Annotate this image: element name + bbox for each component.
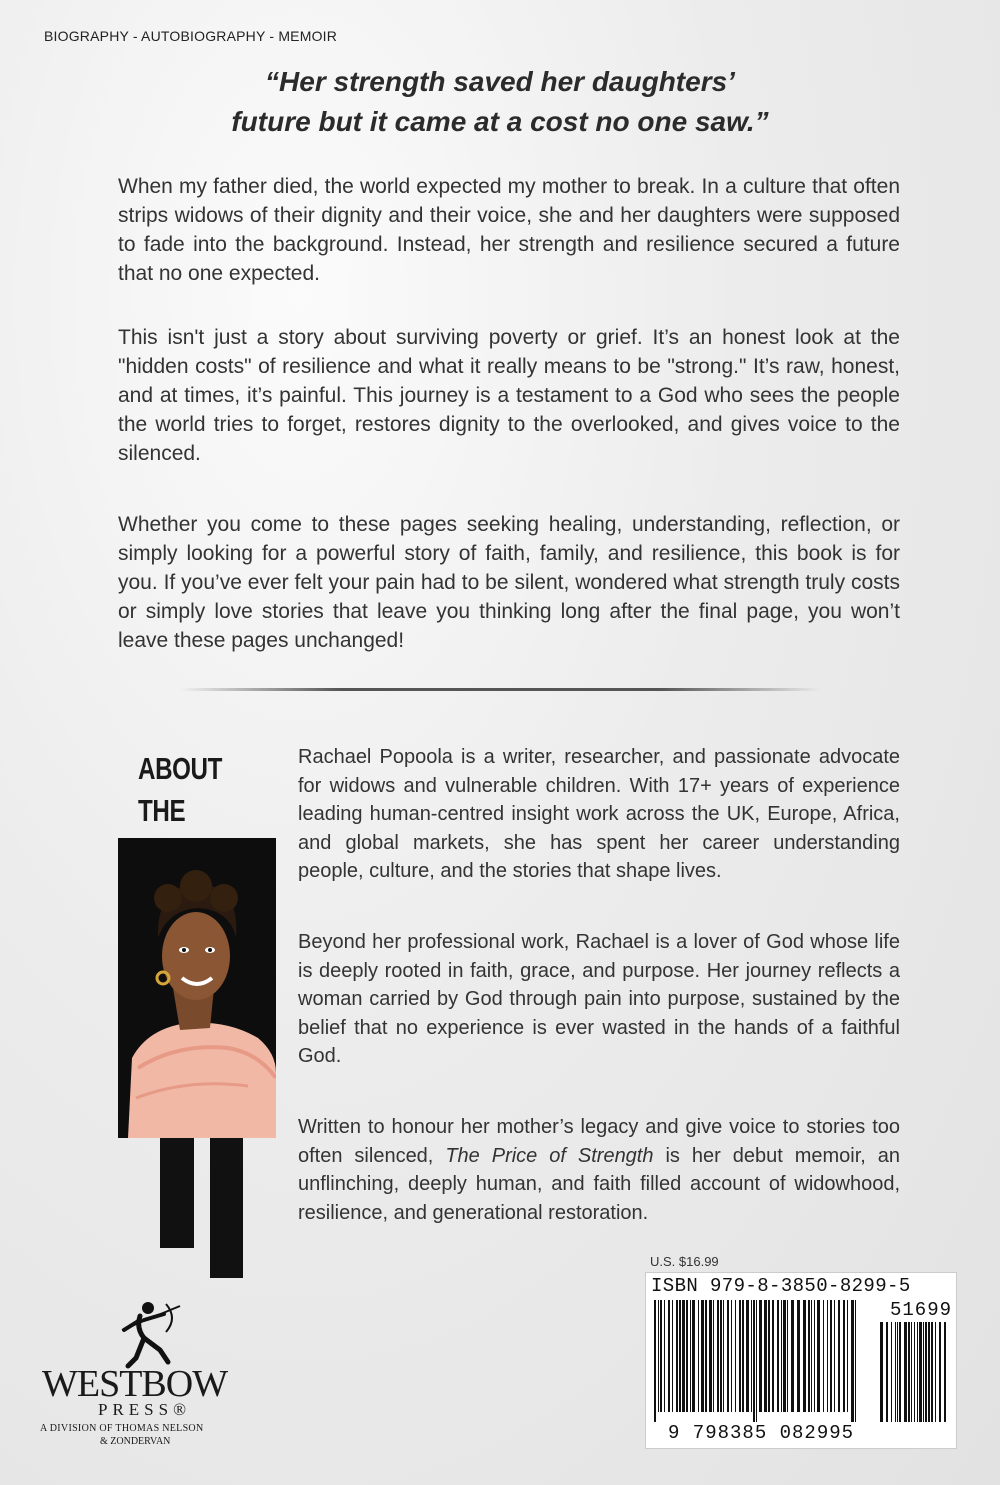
barcode-bar xyxy=(672,1300,673,1412)
barcode-bar xyxy=(783,1300,786,1412)
about-heading-line: ABOUT THE xyxy=(138,751,223,828)
pull-quote xyxy=(0,62,1000,142)
isbn-label: ISBN 979-8-3850-8299-5 xyxy=(651,1275,911,1297)
barcode-bar xyxy=(899,1322,901,1422)
barcode-bar xyxy=(698,1300,699,1412)
barcode-bar xyxy=(847,1300,848,1412)
publisher-division: A DIVISION OF THOMAS NELSON xyxy=(40,1423,204,1434)
barcode-bar xyxy=(895,1322,896,1422)
barcode-bar xyxy=(746,1300,749,1412)
barcode-bar xyxy=(911,1322,912,1422)
barcode-bar xyxy=(660,1300,662,1412)
barcode-bar xyxy=(830,1300,832,1412)
bio-text: is her debut memoir, an unflinching, deeply human, and faith filled account of widowhood, resilience, and generational restoration. xyxy=(298,1144,901,1224)
author-bio-paragraph: Beyond her professional work, Rachael is a lover of God whose life is deeply rooted in faith, grace, and purpose. Her journey reflects a woman carried by God through pain into purpose, sustained by the belief that no experience is ever wasted in the hands of a faithful God. xyxy=(298,931,900,1067)
barcode-bar xyxy=(897,1322,898,1422)
barcode-bar xyxy=(814,1300,815,1412)
barcode-bar xyxy=(772,1300,774,1412)
barcode-bar xyxy=(925,1322,927,1422)
barcode-bar xyxy=(723,1300,724,1412)
barcode-bar xyxy=(720,1300,722,1412)
barcode-bar xyxy=(908,1322,910,1422)
barcode-bar xyxy=(891,1322,892,1422)
publisher-name: WESTBOW xyxy=(42,1363,228,1405)
archer-icon xyxy=(40,1300,250,1370)
barcode-bar xyxy=(676,1300,678,1412)
barcode-bar xyxy=(917,1322,918,1422)
barcode-bar xyxy=(759,1300,762,1412)
barcode xyxy=(652,1299,953,1422)
bio-text: Written to honour her mother’s legacy and give voice to stories too often silenced, xyxy=(298,1116,900,1167)
barcode-bar xyxy=(777,1300,779,1412)
barcode-bar xyxy=(823,1300,824,1412)
price-label: U.S. $16.99 xyxy=(650,1254,719,1269)
price-code-label: 51699 xyxy=(890,1299,953,1321)
book-title: The Price of Strength xyxy=(445,1144,654,1167)
barcode-bar xyxy=(803,1300,806,1412)
barcode-bar xyxy=(713,1300,714,1412)
barcode-bar xyxy=(668,1300,670,1412)
publisher-press: PRESS® xyxy=(98,1400,192,1419)
section-divider xyxy=(180,688,820,691)
pull-quote-line: future but it came at a cost no one saw.” xyxy=(231,106,769,137)
barcode-bar xyxy=(756,1300,757,1422)
barcode-bar xyxy=(717,1300,719,1412)
barcode-bar xyxy=(919,1322,922,1422)
barcode-bar xyxy=(679,1300,681,1412)
barcode-bar xyxy=(690,1300,691,1412)
barcode-bar xyxy=(944,1322,946,1422)
barcode-bar xyxy=(753,1300,755,1422)
barcode-bar xyxy=(735,1300,736,1412)
decorative-bar xyxy=(210,1138,243,1278)
author-bio-paragraph xyxy=(298,1113,900,1227)
barcode-bar xyxy=(939,1322,941,1422)
barcode-bar xyxy=(851,1300,854,1422)
barcode-bar xyxy=(880,1322,883,1422)
barcode-bar xyxy=(658,1300,659,1412)
barcode-bar xyxy=(742,1300,744,1412)
pull-quote-line: “Her strength saved her daughters’ xyxy=(265,66,735,97)
barcode-bar xyxy=(797,1300,800,1412)
barcode-bar xyxy=(731,1300,732,1412)
barcode-bar xyxy=(705,1300,707,1412)
author-photo xyxy=(118,838,276,1138)
barcode-bar xyxy=(664,1300,665,1412)
barcode-bar xyxy=(914,1322,915,1422)
barcode-bar xyxy=(827,1300,828,1412)
synopsis-paragraph: This isn't just a story about surviving poverty or grief. It’s an honest look at the "hidden costs" of resilience and what it really means to be "strong." It’s raw, honest, and at times, it’s painful. This journey is a testament to a God who sees the people the world tries to forget, restores dignity to the overlooked, and gives voice to the silenced. xyxy=(118,326,900,465)
barcode-bar xyxy=(768,1300,770,1412)
barcode-bar xyxy=(787,1300,788,1412)
barcode-bar xyxy=(751,1300,752,1412)
barcode-bar xyxy=(843,1300,845,1412)
synopsis-paragraph: Whether you come to these pages seeking healing, understanding, reflection, or simply looking for a powerful story of faith, family, and resilience, this book is for you. If you’ve ever felt your pain had to be silent, wondered what strength truly costs or simply love stories that leave you thinking long after the final page, you won’t leave these pages unchanged! xyxy=(118,513,900,652)
barcode-bar xyxy=(781,1300,782,1412)
barcode-bar xyxy=(855,1300,856,1422)
decorative-bar xyxy=(160,1138,194,1248)
barcode-bar xyxy=(808,1300,810,1412)
barcode-bar xyxy=(791,1300,794,1412)
genre-label: BIOGRAPHY - AUTOBIOGRAPHY - MEMOIR xyxy=(44,28,338,44)
author-bio-paragraph: Rachael Popoola is a writer, researcher, and passionate advocate for widows and vulnerable children. With 17+ years of experience leading human-centred insight work across the UK, Europe, Africa, and global markets, she has spent her career understanding people, culture, and the stories that shape lives. xyxy=(298,746,900,882)
barcode-bar xyxy=(682,1300,685,1412)
barcode-bar xyxy=(904,1322,907,1422)
synopsis-paragraph: When my father died, the world expected my mother to break. In a culture that often strips widows of their dignity and their voice, she and her daughters were supposed to fade into the background. Instead, her strength and resilience secured a future that no one expected. xyxy=(118,175,900,285)
barcode-bar xyxy=(701,1300,704,1412)
barcode-bar xyxy=(923,1322,924,1422)
ean-number: 9 798385 082995 xyxy=(668,1422,855,1444)
barcode-bar xyxy=(764,1300,767,1412)
barcode-bar xyxy=(686,1300,688,1412)
publisher-division: & ZONDERVAN xyxy=(100,1436,171,1447)
barcode-bar xyxy=(739,1300,741,1412)
barcode-bar xyxy=(838,1300,840,1412)
barcode-bar xyxy=(692,1300,695,1412)
barcode-bar xyxy=(817,1300,820,1412)
author-portrait-illustration xyxy=(118,838,276,1138)
barcode-bar xyxy=(928,1322,930,1422)
barcode-bar xyxy=(834,1300,835,1412)
barcode-bar xyxy=(727,1300,729,1412)
barcode-bar xyxy=(886,1322,888,1422)
barcode-bar xyxy=(931,1322,933,1422)
barcode-bar xyxy=(811,1300,812,1412)
barcode-bar xyxy=(654,1300,656,1422)
barcode-bar xyxy=(935,1322,936,1422)
barcode-bar xyxy=(709,1300,712,1412)
